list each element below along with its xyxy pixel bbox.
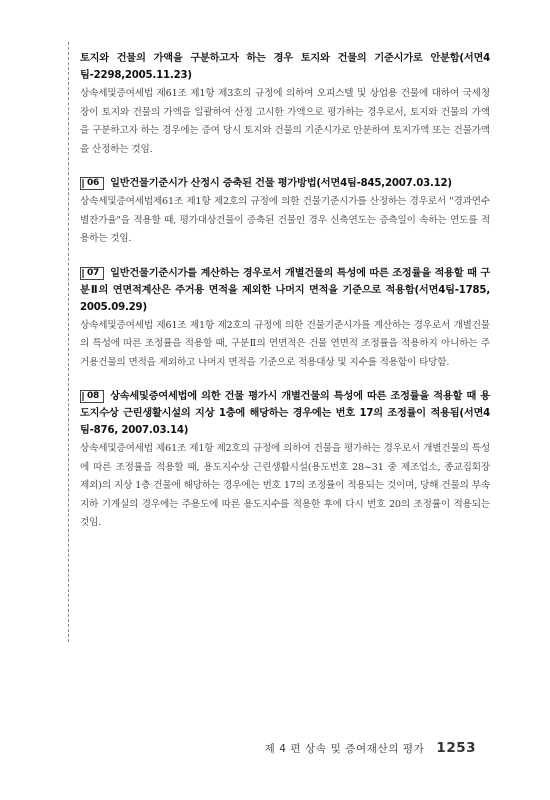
section-07	[80, 265, 490, 373]
section-heading-text: 일반건물기준시가를 계산하는 경우로서 개별건물의 특성에 따른 조정률을 적용할 때 구분Ⅱ의 연면적계산은 주거용 면적을 제외한 나머지 면적을 기준으로 적용함(서면4팀-1785, 2005.09.29)	[80, 267, 490, 313]
section-heading-text: 일반건물기준시가 산정시 증축된 건물 평가방법(서면4팀-845,2007.03.12)	[110, 178, 452, 189]
section-number-badge: 06	[80, 177, 104, 190]
section-body: 상속세및증여세법 제61조 제1항 제2호의 규정에 의하여 건물을 평가하는 경우로서 개별건물의 특성에 따른 조정률을 적용할 때, 용도지수상 근린생활시설(용도번호 28~31 중 제조업소, 종교집회장 제외)의 지상 1층 건물에 해당하는 경우에는 번호 17의 조정률이 적용되는 것이며, 당해 건물의 부속 지하 기계실의 경우에는 주용도에 따른 용도지수를 적용한 후에 다시 번호 20의 조정률이 적용되는 것임.	[80, 443, 490, 528]
section-body: 상속세및증여세법 제61조 제1항 제3호의 규정에 의하여 오피스텔 및 상업용 건물에 대하여 국세청장이 토지와 건물의 가액을 일괄하여 산정 고시한 가액으로 평가하는 경우로서, 토지와 건물의 가액을 구분하고자 하는 경우에는 증여 당시 토지와 건물의 기준시가로 안분하여 토지가액 또는 건물가액을 산정하는 것임.	[80, 88, 490, 155]
section-heading	[80, 265, 490, 316]
section-heading-text: 토지와 건물의 가액을 구분하고자 하는 경우 토지와 건물의 기준시가로 안분함(서면4팀-2298,2005.11.23)	[80, 53, 490, 81]
section-heading	[80, 388, 490, 439]
margin-dashed-line	[68, 42, 69, 642]
section-number-badge: 08	[80, 390, 104, 403]
section-heading-text: 상속세및증여세법에 의한 건물 평가시 개별건물의 특성에 따른 조정률을 적용할 때 용도지수상 근린생활시설의 지상 1층에 해당하는 경우에는 번호 17의 조정률이 적용됨(서면4팀-876, 2007.03.14)	[80, 391, 490, 436]
page-content	[80, 50, 490, 549]
page-footer	[265, 740, 476, 756]
section-land-building-split	[80, 50, 490, 159]
section-body: 상속세및증여세법제61조 제1항 제2호의 규정에 의한 건물기준시가를 산정하는 경우로서 "경과연수별잔가율"을 적용할 때, 평가대상건물이 증축된 건물인 경우 신축연도는 증축일이 속하는 연도를 적용하는 것임.	[80, 196, 490, 244]
section-08	[80, 388, 490, 533]
section-number-badge: 07	[80, 267, 104, 280]
section-heading	[80, 175, 490, 192]
footer-chapter-title: 제 4 편 상속 및 증여재산의 평가	[264, 743, 425, 755]
page-number: 1253	[436, 740, 476, 756]
section-heading	[80, 50, 490, 84]
section-body: 상속세및증여세법 제61조 제1항 제2호의 규정에 의한 건물기준시가를 계산하는 경우로서 개별건물의 특성에 따른 조정률을 적용할 때, 구분Ⅱ의 연면적은 건물 연면적 조정률을 적용하지 아니하는 주거용건물의 면적을 제외하고 나머지 면적을 기준으로 적용대상 및 지수를 적용함이 타당함.	[80, 319, 490, 368]
section-06	[80, 175, 490, 249]
